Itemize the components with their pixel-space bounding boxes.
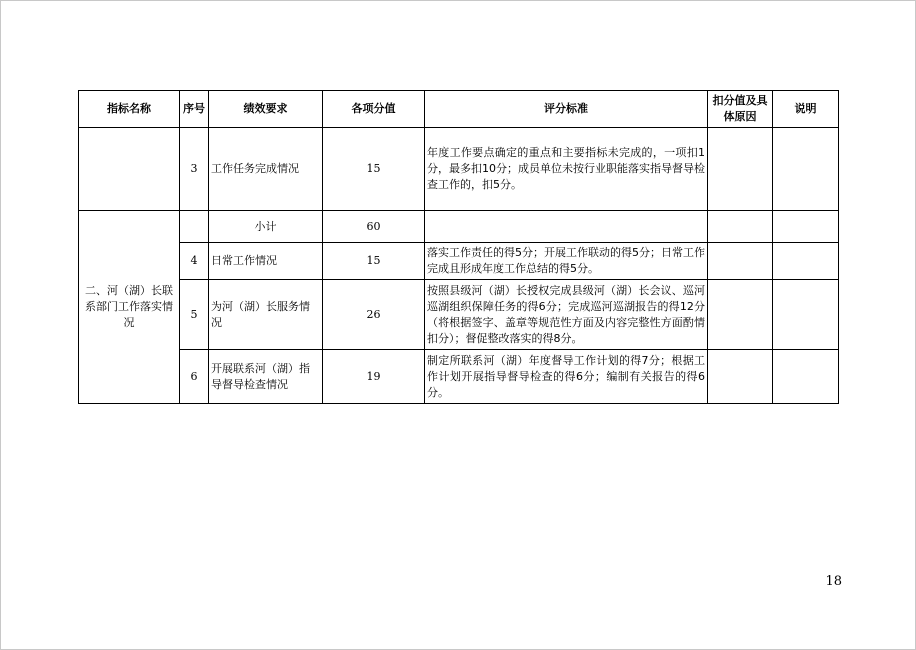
header-requirement: 绩效要求 [209, 91, 323, 128]
table-row [79, 280, 839, 350]
row-deduction [708, 350, 773, 404]
row-note [773, 128, 839, 211]
row-note [773, 243, 839, 280]
table-row [79, 243, 839, 280]
subtotal-seq-empty [180, 211, 209, 243]
subtotal-deduction-empty [708, 211, 773, 243]
subtotal-label: 小计 [209, 211, 323, 243]
subtotal-criteria-empty [425, 211, 708, 243]
row-deduction [708, 243, 773, 280]
row-criteria: 按照县级河（湖）长授权完成县级河（湖）长会议、巡河巡湖组织保障任务的得6分；完成巡河巡湖报告的得12分（将根据签字、盖章等规范性方面及内容完整性方面酌情扣分）；督促整改落实的得8分。 [425, 280, 708, 350]
header-criteria: 评分标准 [425, 91, 708, 128]
indicator-cell-empty [79, 128, 180, 211]
header-note: 说明 [773, 91, 839, 128]
row-criteria: 制定所联系河（湖）年度督导工作计划的得7分；根据工作计划开展指导督导检查的得6分；编制有关报告的得6分。 [425, 350, 708, 404]
table-header-row [79, 91, 839, 128]
page-number: 18 [825, 574, 842, 589]
row-requirement: 工作任务完成情况 [209, 128, 323, 211]
row-seq: 6 [180, 350, 209, 404]
row-note [773, 280, 839, 350]
row-score: 19 [323, 350, 425, 404]
performance-score-table [78, 90, 839, 404]
row-criteria: 落实工作责任的得5分；开展工作联动的得5分；日常工作完成且形成年度工作总结的得5分。 [425, 243, 708, 280]
header-indicator: 指标名称 [79, 91, 180, 128]
header-score: 各项分值 [323, 91, 425, 128]
row-seq: 4 [180, 243, 209, 280]
row-score: 15 [323, 243, 425, 280]
row-requirement: 日常工作情况 [209, 243, 323, 280]
table-row [79, 128, 839, 211]
row-seq: 3 [180, 128, 209, 211]
row-score: 15 [323, 128, 425, 211]
table-row [79, 350, 839, 404]
row-requirement: 开展联系河（湖）指导督导检查情况 [209, 350, 323, 404]
row-note [773, 350, 839, 404]
row-score: 26 [323, 280, 425, 350]
subtotal-score: 60 [323, 211, 425, 243]
header-deduction: 扣分值及具体原因 [708, 91, 773, 128]
row-deduction [708, 280, 773, 350]
row-criteria: 年度工作要点确定的重点和主要指标未完成的，一项扣1分，最多扣10分；成员单位未按行业职能落实指导督导检查工作的，扣5分。 [425, 128, 708, 211]
header-seq: 序号 [180, 91, 209, 128]
subtotal-row [79, 211, 839, 243]
row-requirement: 为河（湖）长服务情况 [209, 280, 323, 350]
group2-indicator: 二、河（湖）长联系部门工作落实情况 [79, 211, 180, 404]
row-deduction [708, 128, 773, 211]
subtotal-note-empty [773, 211, 839, 243]
row-seq: 5 [180, 280, 209, 350]
